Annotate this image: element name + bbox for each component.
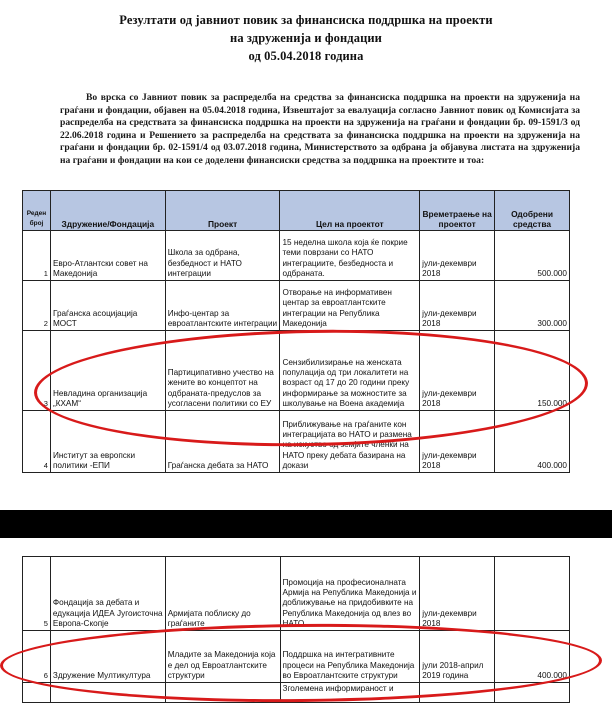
- row-goal: Зголемена информираност и: [280, 683, 420, 703]
- row-period: јули-декември 2018: [420, 331, 495, 411]
- row-goal: 15 неделна школа која ќе покрие теми поврзани со НАТО интеграциите, безбедноста и одбраната.: [280, 231, 420, 281]
- row-amount: 300.000: [495, 281, 570, 331]
- row-amount: [495, 557, 570, 631]
- row-num: 6: [23, 631, 51, 683]
- table-row: [23, 411, 570, 473]
- table-row: [23, 231, 570, 281]
- table-header-row: [23, 191, 570, 231]
- table-row: [23, 557, 570, 631]
- row-period: јули 2018-април 2019 година: [420, 631, 495, 683]
- header-goal: Цел на проектот: [280, 191, 420, 231]
- row-num: 3: [23, 331, 51, 411]
- row-project: Младите за Македонија која е дел од Евроатлантските структури: [165, 631, 280, 683]
- row-goal: Промоција на професионалната Армија на Република Македонија и доближување на придобивките на Република Македонија од влез во НАТО: [280, 557, 420, 631]
- row-goal: Отворање на информативен центар за евроатлантските интеграции на Република Македонија: [280, 281, 420, 331]
- row-period: јули-декември 2018: [420, 557, 495, 631]
- row-project: Граѓанска дебата за НАТО: [165, 411, 280, 473]
- row-goal: Приближување на граѓаните кон интеграцијата во НАТО и размена на искуство од земјите членки на НАТО преку дебата базирана на докази: [280, 411, 420, 473]
- row-num: 2: [23, 281, 51, 331]
- row-org: Евро-Атлантски совет на Македонија: [50, 231, 165, 281]
- row-num: 4: [23, 411, 51, 473]
- row-num: 1: [23, 231, 51, 281]
- row-org: Институт за европски политики -ЕПИ: [50, 411, 165, 473]
- row-org: Фондација за дебата и едукација ИДЕА Југоисточна Европа-Скопје: [50, 557, 165, 631]
- row-org: Здружение Мултикултура: [50, 631, 165, 683]
- row-amount: 400.000: [495, 631, 570, 683]
- row-project: Армијата поблиску до граѓаните: [165, 557, 280, 631]
- table-row: [23, 631, 570, 683]
- title-line-2: на здруженија и фондации: [230, 31, 382, 45]
- row-project: Инфо-центар за евроатлантските интеграции: [165, 281, 280, 331]
- row-project: Партиципативно учество на жените во концептот на одбраната-предуслов за усогласени политики со ЕУ: [165, 331, 280, 411]
- row-period: јули-декември 2018: [420, 411, 495, 473]
- title-line-1: Резултати од јавниот повик за финансиска поддршка на проекти: [119, 13, 493, 27]
- header-project: Проект: [165, 191, 280, 231]
- row-amount: 400.000: [495, 411, 570, 473]
- intro-paragraph: Во врска со Јавниот повик за распределба на средства за финансиска поддршка на проекти на здруженија на граѓани и фондации, објавен на 05.04.2018 година, Извештајот за евалуација согласно Јавниот повик од Комисијата за распределба на средствата за финансиска поддршка на проекти на здруженија на граѓани и фондации бр. 09-1591/3 од 22.06.2018 година и Решението за распределба на средствата за финансиска поддршка на проекти на здруженија на граѓани и фондации бр. 02-1591/4 од 03.07.2018 година, Министерството за одбрана ја објавува листата на здруженија на граѓани и фондации на кои се доделени финансиски средства за поддршка на проектите и тоа:: [60, 92, 580, 166]
- header-org: Здружение/Фондација: [50, 191, 165, 231]
- header-period: Времетраење на проектот: [420, 191, 495, 231]
- page-divider: [0, 510, 612, 538]
- grants-table: [22, 190, 570, 473]
- row-num: 5: [23, 557, 51, 631]
- row-org: Граѓанска асоцијација МОСТ: [50, 281, 165, 331]
- row-goal: Поддршка на интегративните процеси на Република Македонија во Евроатлантските структури: [280, 631, 420, 683]
- row-org: Невладина организација „КХАМ“: [50, 331, 165, 411]
- table-row: [23, 281, 570, 331]
- row-period: јули-декември 2018: [420, 281, 495, 331]
- title-line-3: од 05.04.2018 година: [248, 49, 364, 63]
- row-goal: Сензибилизирање на женската популација од три локалитети на возраст од 17 до 20 години преку информирање за можностите за школување на Воена академија: [280, 331, 420, 411]
- table-row: [23, 331, 570, 411]
- grants-table-continued: [22, 556, 570, 703]
- row-period: јули-декември 2018: [420, 231, 495, 281]
- row-amount: 500.000: [495, 231, 570, 281]
- row-amount: 150.000: [495, 331, 570, 411]
- row-project: Школа за одбрана, безбедност и НАТО интеграции: [165, 231, 280, 281]
- header-amount: Одобрени средства: [495, 191, 570, 231]
- header-num: Реден број: [23, 191, 51, 231]
